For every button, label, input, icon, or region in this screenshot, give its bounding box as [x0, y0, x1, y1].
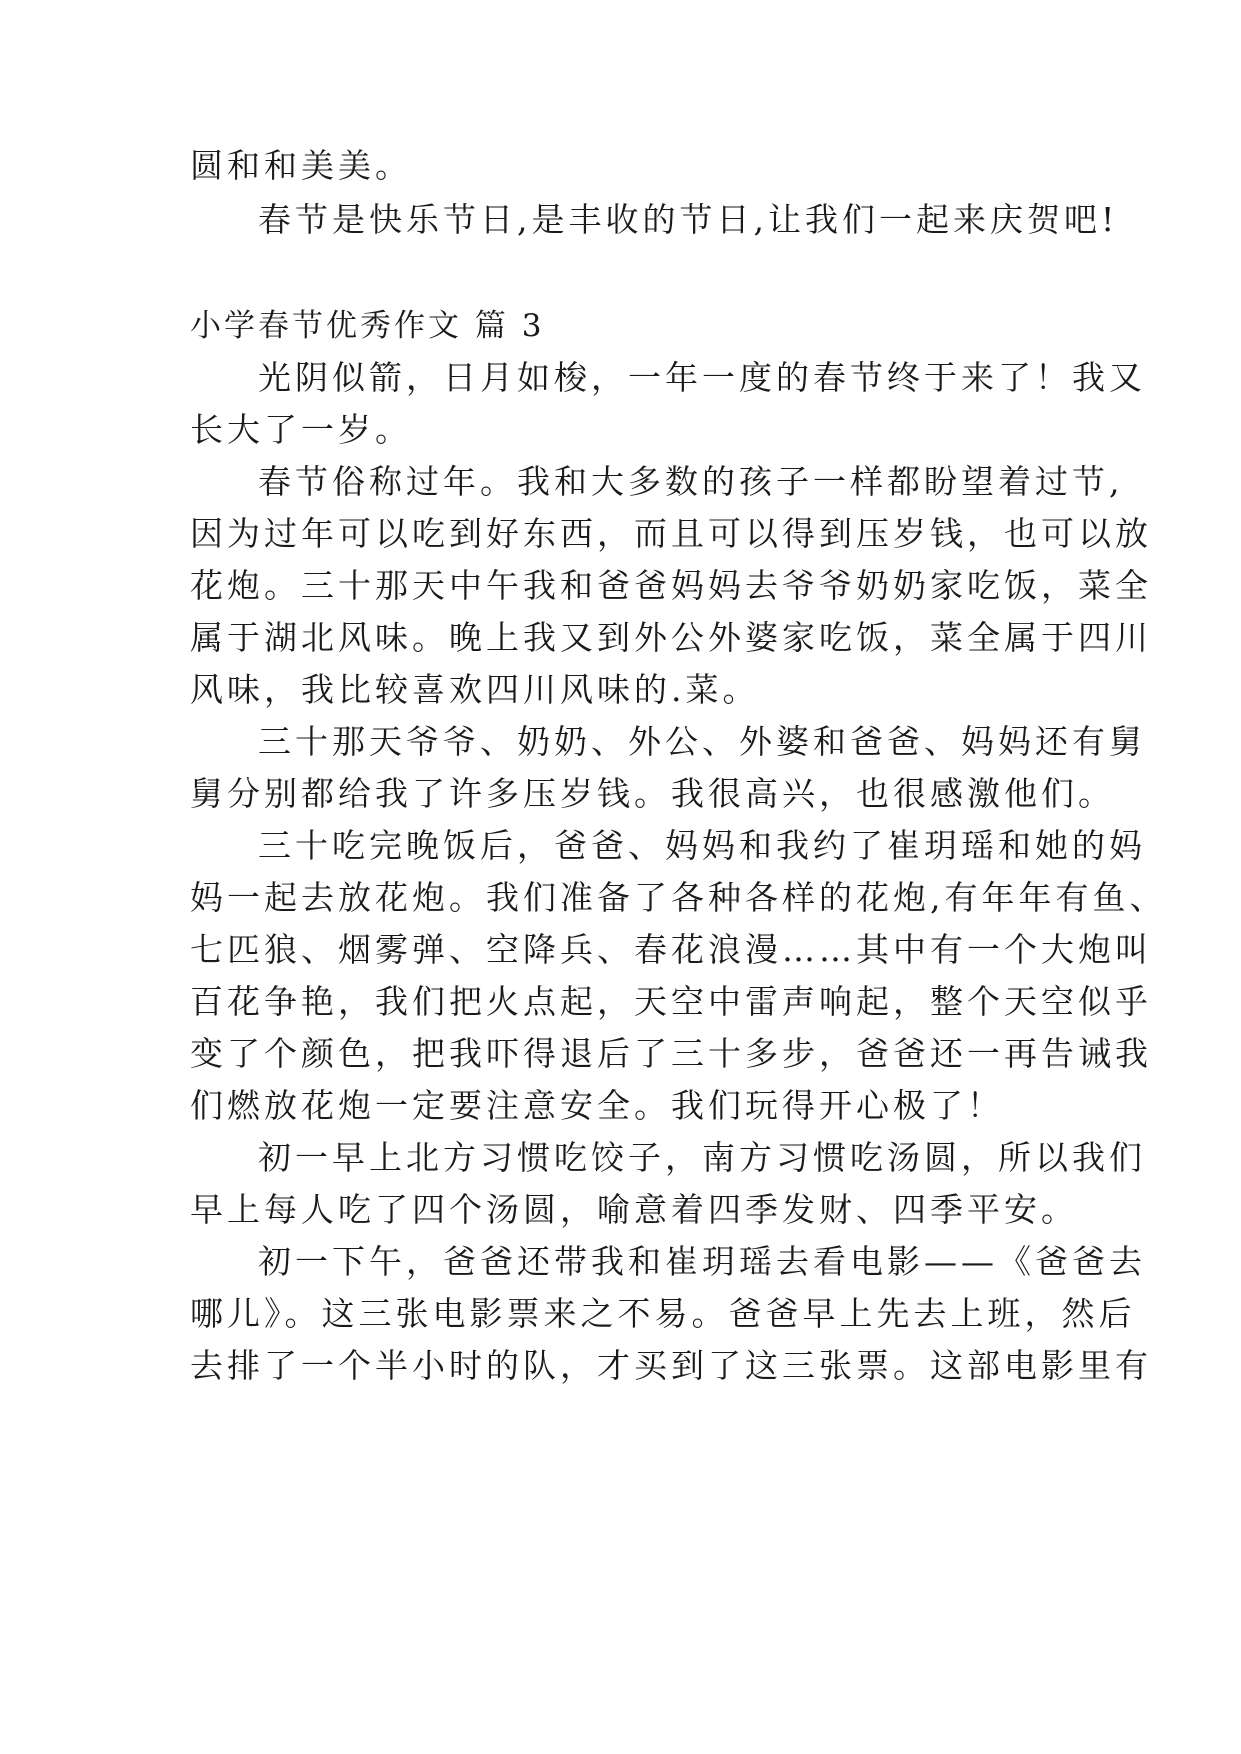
- text-line: 三十吃完晚饭后，爸爸、妈妈和我约了崔玥瑶和她的妈: [258, 826, 1146, 865]
- text-line: 哪儿》。这三张电影票来之不易。爸爸早上先去上班，然后: [190, 1294, 1136, 1333]
- text-line: 去排了一个半小时的队，才买到了这三张票。这部电影里有: [190, 1346, 1152, 1385]
- text-line: 们燃放花炮一定要注意安全。我们玩得开心极了！: [190, 1086, 1004, 1125]
- section-heading: 小学春节优秀作文 篇 3: [190, 308, 545, 344]
- text-line: 妈一起去放花炮。我们准备了各种各样的花炮,有年年有鱼、: [190, 878, 1167, 917]
- text-line: 圆和和美美。: [190, 146, 412, 185]
- text-line: 春节俗称过年。我和大多数的孩子一样都盼望着过节,: [258, 462, 1124, 501]
- text-line: 舅分别都给我了许多压岁钱。我很高兴，也很感激他们。: [190, 774, 1115, 813]
- text-line: 三十那天爷爷、奶奶、外公、外婆和爸爸、妈妈还有舅: [258, 722, 1146, 761]
- text-line: 初一下午，爸爸还带我和崔玥瑶去看电影——《爸爸去: [258, 1242, 1146, 1281]
- text-line: 变了个颜色，把我吓得退后了三十多步，爸爸还一再告诫我: [190, 1034, 1152, 1073]
- text-line: 七匹狼、烟雾弹、空降兵、春花浪漫……其中有一个大炮叫: [190, 930, 1152, 969]
- text-line: 因为过年可以吃到好东西，而且可以得到压岁钱，也可以放: [190, 514, 1152, 553]
- text-line: 光阴似箭，日月如梭，一年一度的春节终于来了！我又: [258, 358, 1146, 397]
- text-line: 春节是快乐节日,是丰收的节日,让我们一起来庆贺吧!: [258, 200, 1119, 239]
- text-line: 花炮。三十那天中午我和爸爸妈妈去爷爷奶奶家吃饭，菜全: [190, 566, 1152, 605]
- text-line: 早上每人吃了四个汤圆，喻意着四季发财、四季平安。: [190, 1190, 1078, 1229]
- text-line: 属于湖北风味。晚上我又到外公外婆家吃饭，菜全属于四川: [190, 618, 1152, 657]
- text-line: 长大了一岁。: [190, 410, 412, 449]
- text-line: 风味，我比较喜欢四川风味的.菜。: [190, 670, 760, 709]
- text-line: 初一早上北方习惯吃饺子，南方习惯吃汤圆，所以我们: [258, 1138, 1146, 1177]
- text-line: 百花争艳，我们把火点起，天空中雷声响起，整个天空似乎: [190, 982, 1152, 1021]
